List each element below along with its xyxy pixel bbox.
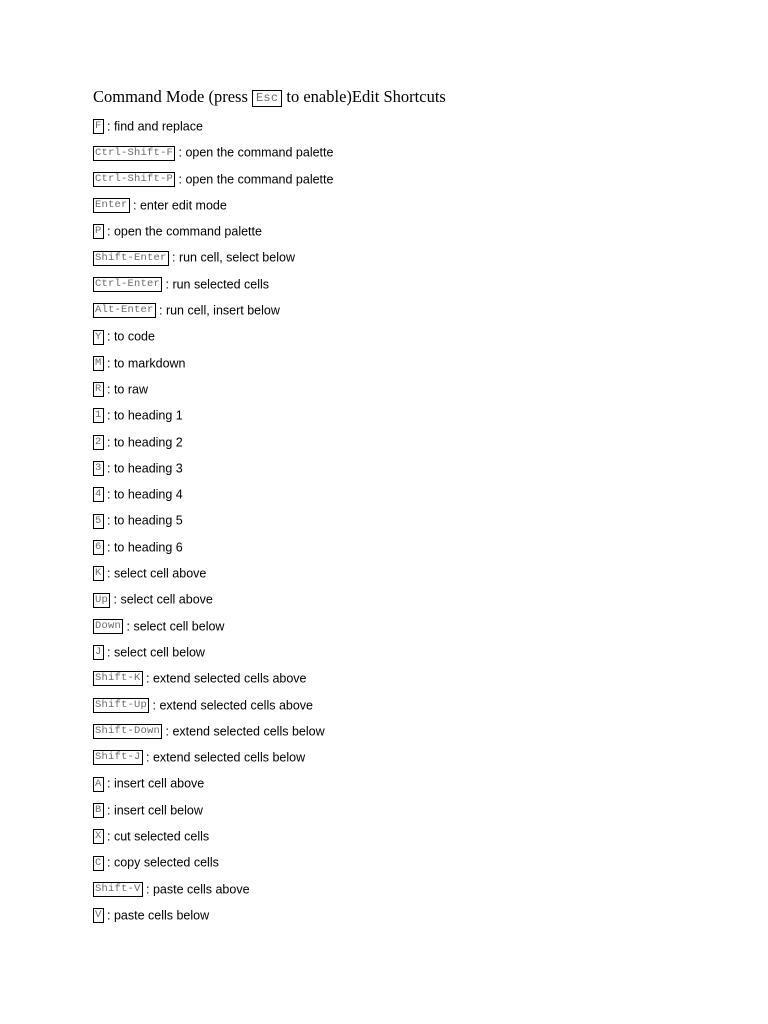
- shortcut-row: [93, 166, 733, 192]
- separator: :: [155, 303, 166, 318]
- shortcut-row: [93, 323, 733, 349]
- key-badge: 1: [95, 409, 102, 422]
- key-badge: F: [95, 120, 102, 133]
- shortcut-description: to heading 6: [113, 540, 183, 555]
- separator: :: [103, 514, 114, 528]
- separator: :: [103, 803, 114, 818]
- separator: :: [103, 540, 114, 555]
- shortcut-description: to heading 3: [113, 461, 183, 476]
- key-badge: 6: [95, 540, 102, 553]
- key-badge: 5: [95, 514, 102, 527]
- key-badge: Ctrl-Shift-P: [95, 172, 174, 185]
- shortcut-row: [93, 429, 733, 455]
- shortcut-description: cut selected cells: [113, 829, 210, 844]
- key-badge: Up: [95, 593, 109, 606]
- shortcut-row: [93, 113, 733, 139]
- shortcut-description: open the command palette: [113, 224, 262, 239]
- key-badge: Shift-Down: [95, 725, 161, 738]
- key-badge: 3: [95, 462, 102, 475]
- shortcut-description: select cell below: [113, 645, 205, 660]
- separator: :: [175, 145, 186, 160]
- shortcut-description: run cell, select below: [178, 251, 295, 266]
- key-badge: J: [95, 646, 102, 659]
- shortcut-description: copy selected cells: [113, 855, 219, 870]
- shortcut-row: [93, 376, 733, 402]
- shortcut-row: [93, 744, 733, 770]
- separator: :: [103, 829, 114, 844]
- separator: :: [149, 698, 160, 713]
- separator: :: [110, 592, 121, 607]
- shortcut-description: to heading 2: [113, 435, 183, 450]
- separator: :: [103, 908, 114, 923]
- shortcut-description: extend selected cells below: [152, 750, 306, 765]
- separator: :: [103, 224, 114, 239]
- shortcut-row: [93, 402, 733, 428]
- key-badge: A: [95, 777, 102, 790]
- shortcut-row: [93, 350, 733, 376]
- key-badge-esc: Esc: [252, 90, 282, 107]
- shortcut-row: [93, 297, 733, 323]
- key-badge: Down: [95, 619, 122, 632]
- shortcut-row: [93, 586, 733, 612]
- shortcut-row: [93, 218, 733, 244]
- separator: :: [142, 750, 153, 765]
- separator: :: [103, 645, 114, 660]
- title-prefix: Command Mode (press: [93, 87, 253, 106]
- separator: :: [103, 329, 114, 344]
- separator: :: [175, 172, 186, 187]
- key-badge: X: [95, 830, 102, 843]
- shortcut-row: [93, 902, 733, 928]
- shortcut-row: [93, 692, 733, 718]
- shortcut-row: [93, 192, 733, 218]
- separator: :: [162, 724, 173, 739]
- shortcut-description: run selected cells: [172, 277, 270, 292]
- shortcut-row: [93, 797, 733, 823]
- shortcut-row: [93, 613, 733, 639]
- separator: :: [142, 882, 153, 897]
- shortcut-description: insert cell above: [113, 776, 205, 791]
- key-badge: Shift-V: [95, 882, 141, 895]
- shortcut-row: [93, 271, 733, 297]
- key-badge: P: [95, 225, 102, 238]
- separator: :: [103, 119, 114, 134]
- shortcut-description: find and replace: [113, 119, 203, 134]
- shortcut-description: to code: [113, 329, 155, 344]
- key-badge: 4: [95, 488, 102, 501]
- shortcut-description: to heading 4: [113, 487, 183, 502]
- key-badge: Ctrl-Shift-F: [95, 146, 174, 159]
- shortcut-row: [93, 849, 733, 875]
- separator: :: [103, 356, 114, 371]
- shortcut-row: [93, 455, 733, 481]
- separator: :: [168, 251, 179, 266]
- key-badge: C: [95, 856, 102, 869]
- shortcut-description: select cell above: [113, 566, 207, 581]
- separator: :: [103, 487, 114, 502]
- shortcut-row: [93, 560, 733, 586]
- shortcut-row: [93, 639, 733, 665]
- shortcuts-document: [93, 86, 733, 928]
- separator: :: [162, 277, 173, 292]
- shortcut-description: paste cells above: [152, 882, 250, 897]
- separator: :: [142, 671, 153, 686]
- key-badge: Shift-J: [95, 751, 141, 764]
- shortcut-description: extend selected cells below: [172, 724, 325, 739]
- key-badge: Y: [95, 330, 102, 343]
- shortcut-row: [93, 876, 733, 902]
- separator: :: [103, 382, 114, 397]
- separator: :: [129, 198, 140, 213]
- separator: :: [103, 461, 114, 476]
- shortcut-description: select cell above: [120, 592, 213, 607]
- separator: :: [103, 776, 114, 791]
- shortcut-description: open the command palette: [185, 172, 334, 187]
- shortcut-row: [93, 534, 733, 560]
- key-badge: Ctrl-Enter: [95, 277, 161, 290]
- key-badge: Enter: [95, 199, 128, 212]
- separator: :: [123, 619, 134, 634]
- key-badge: M: [95, 356, 102, 369]
- key-badge: R: [95, 383, 102, 396]
- key-badge: 2: [95, 435, 102, 448]
- shortcut-row: [93, 244, 733, 270]
- separator: :: [103, 408, 114, 423]
- shortcut-row: [93, 665, 733, 691]
- shortcut-description: enter edit mode: [139, 198, 227, 213]
- shortcut-row: [93, 718, 733, 744]
- key-badge: V: [95, 909, 102, 922]
- page-title: [93, 86, 733, 108]
- shortcut-description: paste cells below: [113, 908, 210, 923]
- shortcut-description: extend selected cells above: [159, 698, 314, 713]
- shortcut-description: to heading 1: [113, 408, 183, 423]
- shortcut-row: [93, 770, 733, 796]
- shortcut-description: select cell below: [133, 619, 225, 634]
- shortcut-description: open the command palette: [185, 145, 334, 160]
- separator: :: [103, 435, 114, 450]
- key-badge: K: [95, 567, 102, 580]
- key-badge: B: [95, 803, 102, 816]
- key-badge: Shift-Up: [95, 698, 148, 711]
- shortcut-description: to heading 5: [113, 514, 183, 528]
- shortcut-row: [93, 139, 733, 165]
- shortcut-description: to markdown: [113, 356, 186, 371]
- key-badge: Shift-Enter: [95, 251, 167, 264]
- shortcut-row: [93, 507, 733, 533]
- separator: :: [103, 566, 114, 581]
- shortcut-list: [93, 113, 733, 928]
- shortcut-description: insert cell below: [113, 803, 203, 818]
- key-badge: Alt-Enter: [95, 304, 154, 317]
- key-badge: Shift-K: [95, 672, 141, 685]
- shortcut-description: to raw: [113, 382, 148, 397]
- shortcut-description: extend selected cells above: [152, 671, 307, 686]
- shortcut-row: [93, 823, 733, 849]
- shortcut-row: [93, 481, 733, 507]
- title-suffix: to enable)Edit Shortcuts: [282, 87, 446, 106]
- shortcut-description: run cell, insert below: [165, 303, 280, 318]
- separator: :: [103, 855, 114, 870]
